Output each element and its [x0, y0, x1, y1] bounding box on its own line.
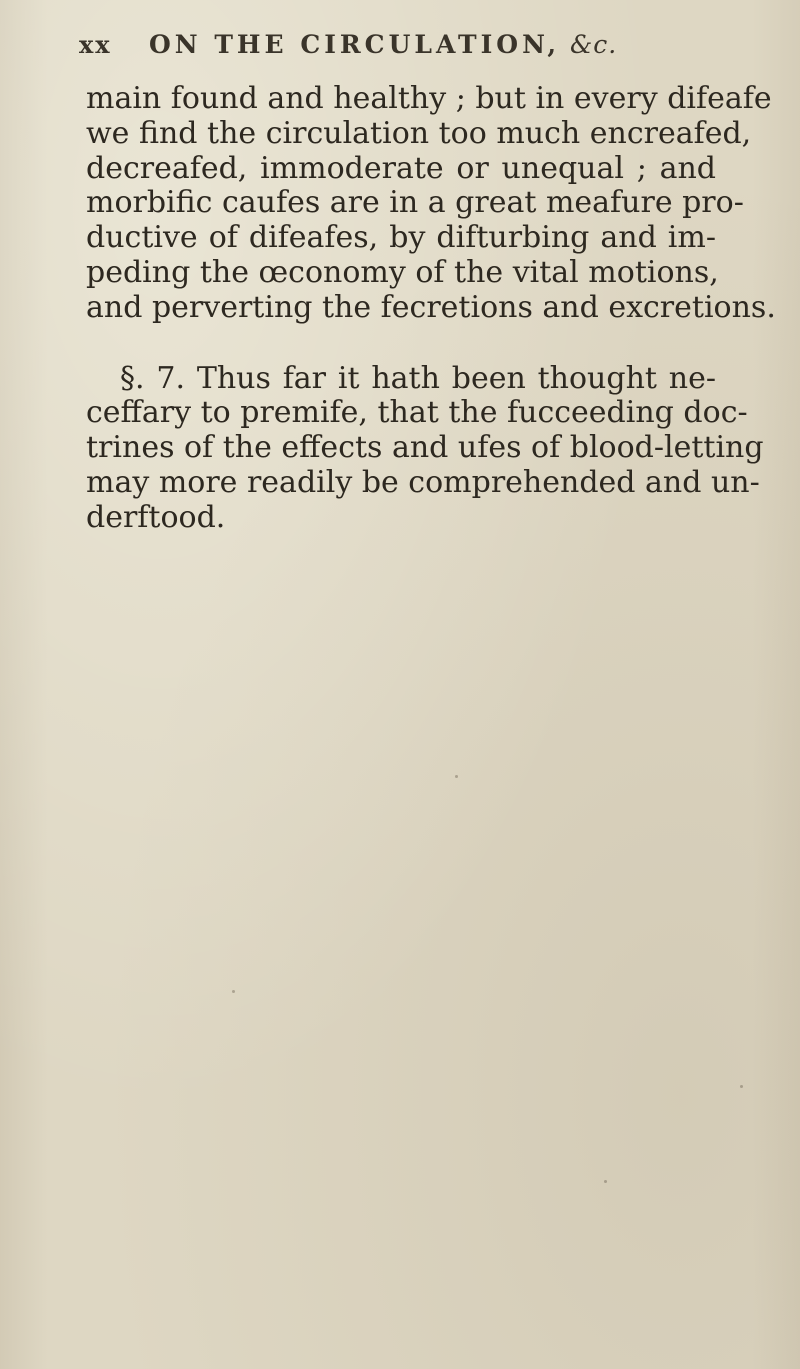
paper-speck — [455, 775, 458, 778]
paper-speck — [232, 990, 235, 993]
running-title: ON THE CIRCULATION, — [149, 29, 561, 59]
paper-speck — [604, 1180, 607, 1183]
running-head — [79, 24, 739, 64]
text-line: ductive of difeafes, by difturbing and im- — [86, 220, 716, 256]
body-text — [86, 81, 776, 536]
text-line: derftood. — [86, 499, 226, 535]
paper-speck — [740, 1085, 743, 1088]
paragraph-1 — [86, 81, 776, 326]
text-line: and perverting the fecretions and excretions. — [86, 289, 776, 325]
text-line: ceffary to premife, that the fucceeding doc- — [86, 395, 748, 431]
text-line: may more readily be comprehended and un- — [86, 464, 760, 500]
text-line: main found and healthy ; but in every difeafe — [86, 81, 772, 116]
text-line: decreafed, immoderate or unequal ; and — [86, 150, 716, 186]
page-number: xx — [79, 29, 112, 59]
text-line: morbific caufes are in a great meafure pro- — [86, 185, 744, 221]
text-line: peding the œconomy of the vital motions, — [86, 254, 719, 290]
text-line: §. 7. Thus far it hath been thought ne- — [120, 360, 716, 396]
running-title-etc: &c. — [570, 29, 618, 59]
text-line: trines of the effects and ufes of blood-letting — [86, 430, 764, 466]
text-line: we find the circulation too much encreafed, — [86, 115, 752, 151]
paragraph-gap — [86, 326, 716, 362]
paragraph-2 — [86, 360, 764, 536]
